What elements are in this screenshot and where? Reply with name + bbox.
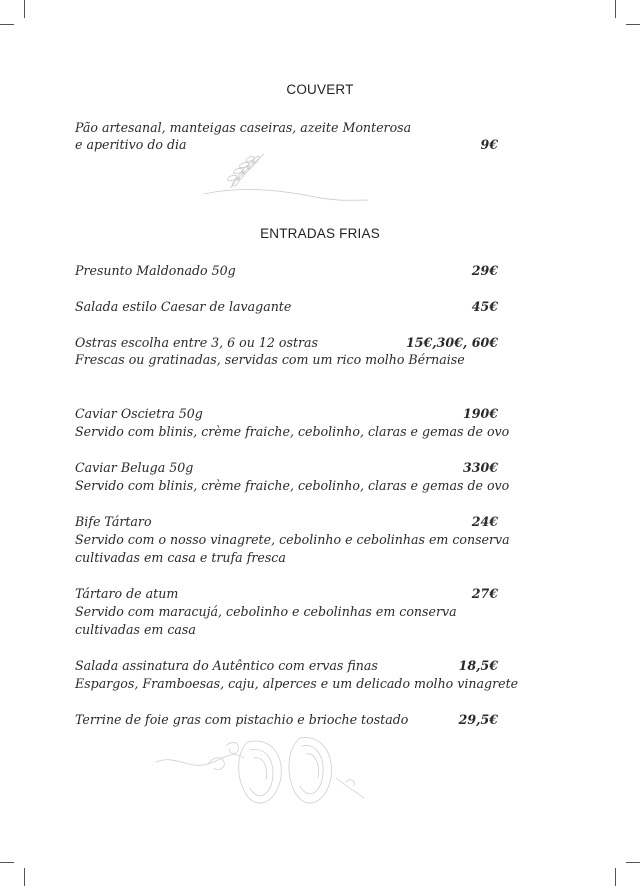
menu-item-name: Caviar Beluga 50g (75, 460, 194, 475)
menu-item-name: Caviar Oscietra 50g (75, 406, 203, 421)
crop-mark-top-right-h (626, 24, 640, 25)
wheat-ornament-icon (200, 150, 372, 208)
menu-item-description: Servido com o nosso vinagrete, cebolinho e cebolinhas em conserva (75, 532, 510, 547)
menu-item-price: 27€ (471, 586, 498, 601)
crop-mark-top-left-v (24, 0, 25, 18)
menu-item-description: cultivadas em casa e trufa fresca (75, 550, 286, 565)
crop-mark-bottom-left-h (0, 862, 14, 863)
couvert-heading: COUVERT (286, 82, 354, 97)
crop-mark-top-right-v (615, 0, 616, 18)
menu-item-price: 190€ (462, 406, 498, 421)
menu-item-description: Espargos, Framboesas, caju, alperces e um delicado molho vinagrete (75, 676, 519, 691)
menu-item-price: 15€,30€, 60€ (405, 335, 498, 350)
menu-item-description: Frescas ou gratinadas, servidas com um rico molho Bérnaise (75, 352, 465, 367)
menu-item-price: 29,5€ (458, 712, 498, 727)
couvert-description-line-2: e aperitivo do dia (75, 137, 187, 152)
crop-mark-top-left-h (0, 24, 14, 25)
menu-item-description: Servido com blinis, crème fraiche, cebolinho, claras e gemas de ovo (75, 478, 510, 493)
menu-item-name: Ostras escolha entre 3, 6 ou 12 ostras (75, 335, 319, 350)
menu-item-price: 24€ (471, 514, 498, 529)
menu-item-description: Servido com blinis, crème fraiche, cebolinho, claras e gemas de ovo (75, 424, 510, 439)
menu-item-name: Tártaro de atum (75, 586, 179, 601)
menu-item-name: Salada assinatura do Autêntico com ervas finas (75, 658, 378, 673)
menu-item-description: cultivadas em casa (75, 622, 196, 637)
menu-item-name: Terrine de foie gras com pistachio e brioche tostado (75, 712, 409, 727)
menu-item-price: 18,5€ (458, 658, 498, 673)
menu-item-description: Servido com maracujá, cebolinho e cebolinhas em conserva (75, 604, 457, 619)
oyster-ornament-icon (150, 728, 372, 812)
crop-mark-bottom-right-h (626, 862, 640, 863)
menu-item-name: Bife Tártaro (75, 514, 152, 529)
menu-item-price: 29€ (471, 263, 498, 278)
menu-item-price: 330€ (462, 460, 498, 475)
entradas-frias-heading: ENTRADAS FRIAS (260, 226, 380, 241)
crop-mark-bottom-right-v (615, 868, 616, 886)
menu-item-price: 45€ (471, 299, 498, 314)
couvert-description-line-1: Pão artesanal, manteigas caseiras, azeite Monterosa (75, 120, 412, 135)
couvert-price: 9€ (480, 137, 498, 152)
menu-item-name: Salada estilo Caesar de lavagante (75, 299, 292, 314)
crop-mark-bottom-left-v (24, 868, 25, 886)
menu-item-name: Presunto Maldonado 50g (75, 263, 236, 278)
